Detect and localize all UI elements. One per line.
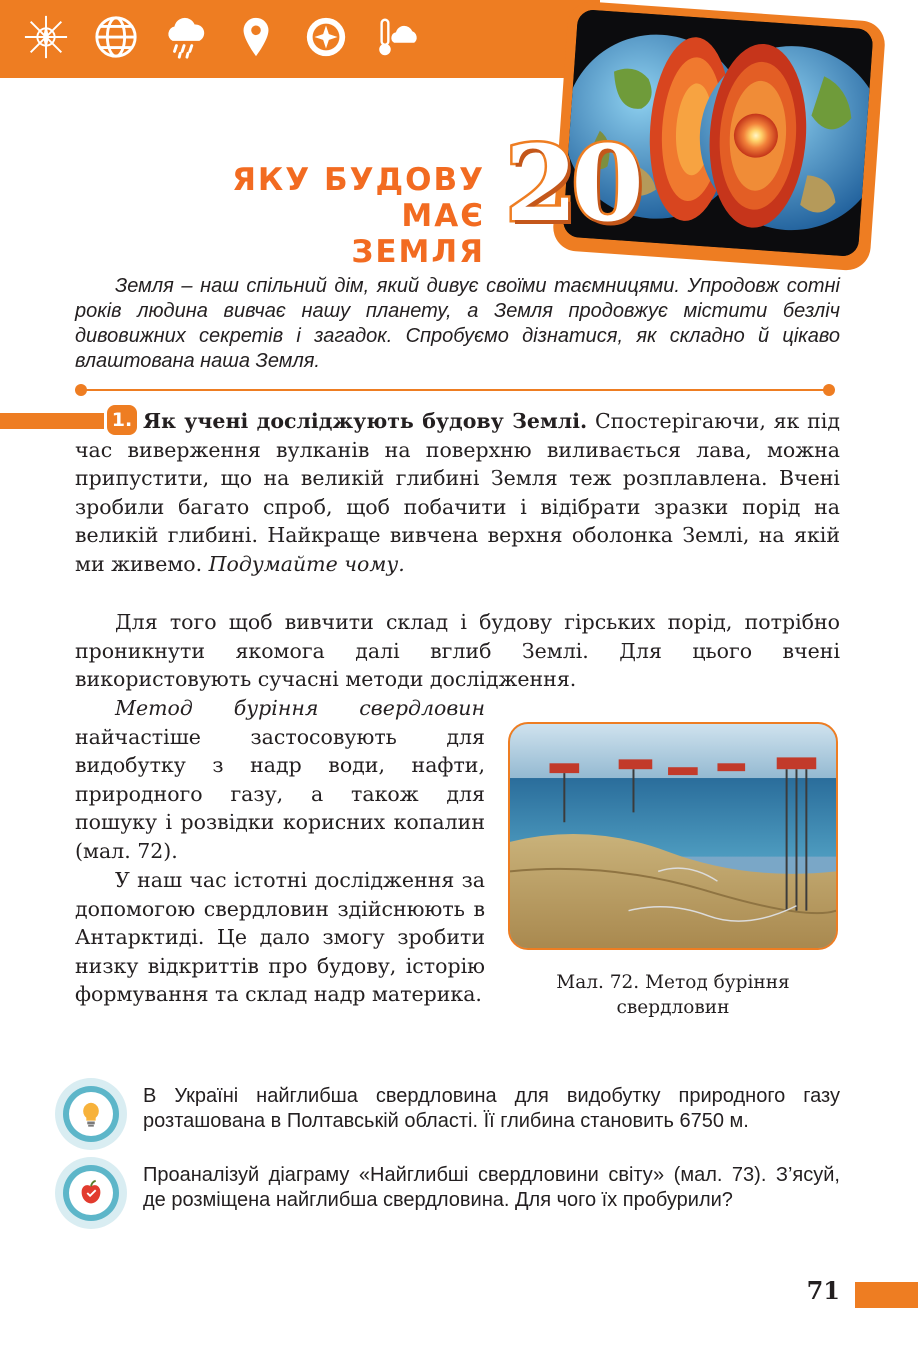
- rain-cloud-icon: [160, 11, 212, 63]
- chapter-number: 20: [505, 122, 638, 245]
- fact-badge-ring: [63, 1086, 119, 1142]
- fact-badge: [55, 1078, 127, 1150]
- figure-caption: [508, 970, 838, 1020]
- section-divider: [75, 384, 835, 396]
- page-number: 71: [806, 1276, 840, 1305]
- section-number-badge: 1.: [107, 405, 137, 435]
- divider-line: [81, 389, 829, 391]
- method-term: Метод буріння свердловин: [115, 696, 485, 720]
- globe-icon: [90, 11, 142, 63]
- fact-text: В Україні найглибша свердловина для видобутку природного газу розташована в Полтавській області. Її глибина становить 6750 м.: [143, 1085, 840, 1132]
- chapter-title-line-2: ЗЕМЛЯ: [351, 234, 485, 270]
- task-badge-ring: [63, 1165, 119, 1221]
- figure-caption-line-1: Мал. 72. Метод буріння: [556, 972, 790, 993]
- section-paragraph-2: Для того щоб вивчити склад і будову гірських порід, потрібно проникнути якомога далі вглиб Землі. Для цього вчені використовують сучасні методи дослідження.: [75, 610, 840, 692]
- task-badge: [55, 1157, 127, 1229]
- drilling-figure: [508, 722, 838, 950]
- divider-dot-left: [75, 384, 87, 396]
- page-marker-bar: [855, 1282, 918, 1308]
- figure-caption-line-2: свердловин: [616, 997, 730, 1018]
- section-paragraph-4: У наш час істотні дослідження за допомогою свердловин здійснюють в Антарктиді. Це дало змогу зробити низку відкриттів про будову, історію формування та склад надр материка.: [75, 868, 485, 1007]
- paragraph-3-text: найчастіше застосовують для видобутку з надр води, нафти, природного газу, а також для пошуку і розвідки корисних копалин (мал. 72).: [75, 724, 485, 863]
- intro-paragraph: Земля – наш спільний дім, який дивує своїми таємницями. Упродовж сотні років людина вивчає нашу планету, а Земля продовжує містити безліч дивовижних секретів і загадок. Спробуємо дізнатися, як складно й цікаво влаштована наша Земля.: [75, 275, 840, 372]
- chapter-title: [150, 162, 485, 270]
- paragraph-1-text: Спостерігаючи, як під час виверження вулканів на поверхню виливається лава, можна припустити, що на великій глибині Земля теж розплавлена. Вчені зробили багато спроб, щоб побачити і відібрати зразки порід на великій глибині. Найкраще вивчена верхня оболонка Землі, на якій ми живемо.: [75, 409, 840, 576]
- divider-dot-right: [823, 384, 835, 396]
- topic-icons: [20, 12, 422, 62]
- section-paragraph-1: [75, 407, 840, 579]
- task-note: [55, 1157, 845, 1239]
- paragraph-1-question: Подумайте чому.: [208, 551, 405, 576]
- fact-note: [55, 1078, 845, 1148]
- section-heading: Як учені досліджують будову Землі.: [143, 409, 588, 433]
- compass-rose-icon: [20, 11, 72, 63]
- apple-icon: [69, 1171, 113, 1215]
- section-paragraph-3: [75, 694, 485, 866]
- lightbulb-icon: [69, 1092, 113, 1136]
- thermometer-cloud-icon: [370, 11, 422, 63]
- location-pin-icon: [230, 11, 282, 63]
- compass-icon: [300, 11, 352, 63]
- chapter-title-line-1: ЯКУ БУДОВУ МАЄ: [232, 162, 485, 234]
- task-text: Проаналізуй діаграму «Найглибші свердловини світу» (мал. 73). З’ясуй, де розміщена найглибша свердловина. Для чого їх пробурили?: [143, 1164, 840, 1211]
